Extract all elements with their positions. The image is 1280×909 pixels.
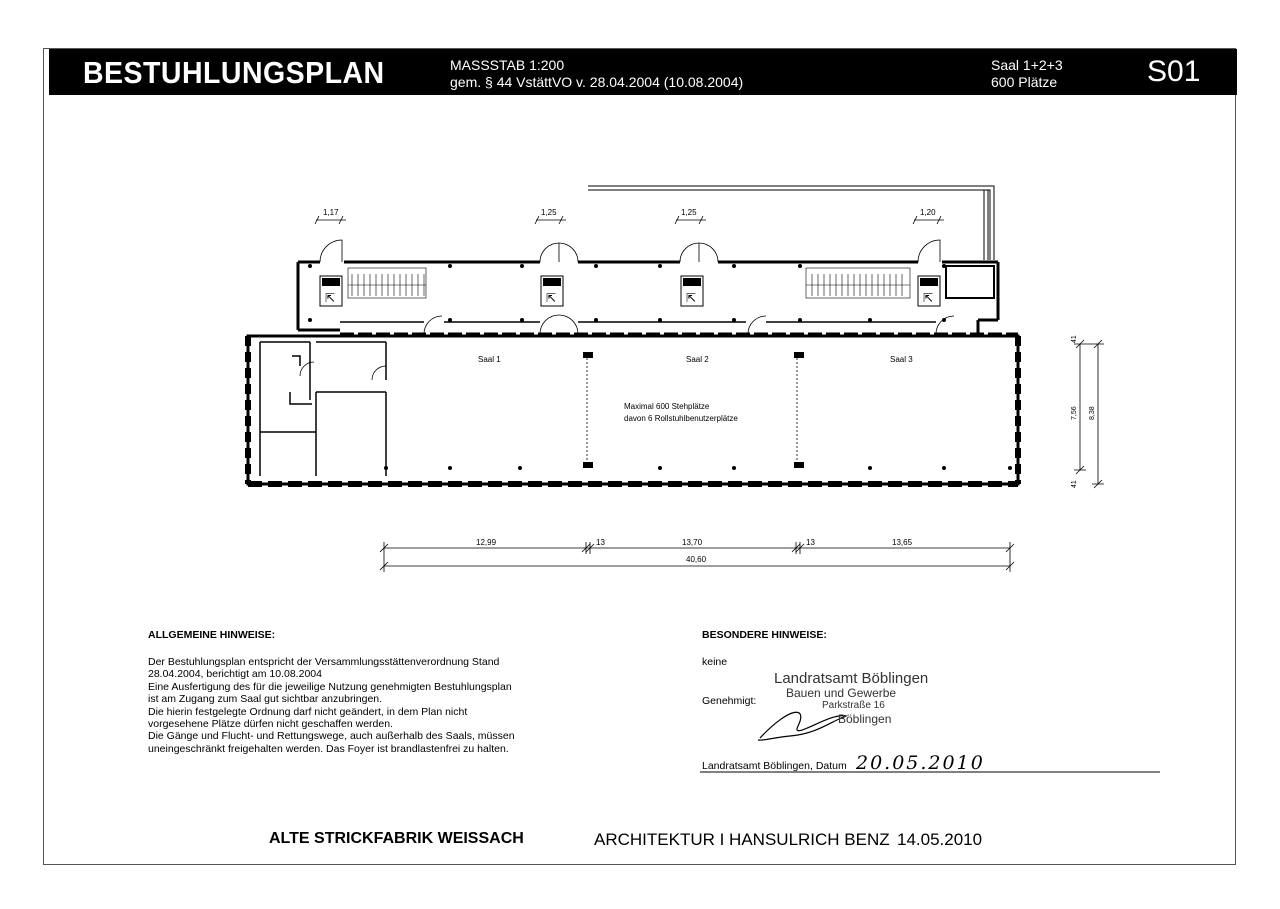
capacity-note-line1: Maximal 600 Stehplätze	[624, 402, 710, 411]
bottom-dim-total: 40,60	[686, 555, 707, 564]
special-notes-heading: BESONDERE HINWEISE:	[702, 629, 827, 641]
project-name: ALTE STRICKFABRIK WEISSACH	[269, 830, 524, 847]
hall-partition-wall	[340, 315, 1018, 334]
handwritten-date: 20.05.2010	[856, 752, 985, 774]
general-note-line: ist am Zugang zum Saal gut sichtbar anzubringen.	[148, 693, 383, 706]
columns	[308, 264, 1012, 470]
general-note-line: Die hierin festgelegte Ordnung darf nicht geändert, in dem Plan nicht	[148, 705, 468, 718]
special-notes-value: keine	[702, 656, 728, 668]
architect-name: ARCHITEKTUR I HANSULRICH BENZ	[594, 830, 890, 849]
exit-sign-icon	[541, 276, 563, 306]
stamp-street: Parkstraße 16	[822, 700, 885, 711]
staircase-right	[806, 268, 910, 298]
stamp-authority: Landratsamt Böblingen	[774, 670, 929, 687]
side-dim-total: 8,38	[1089, 406, 1096, 420]
side-dim-inner: 7,56	[1071, 406, 1078, 420]
top-dim-4: 1,20	[920, 208, 936, 217]
bottom-dim-partition-2: 13	[806, 538, 815, 547]
room-label-saal-2: Saal 2	[686, 355, 709, 364]
room-label-saal-1: Saal 1	[478, 355, 501, 364]
general-notes-heading: ALLGEMEINE HINWEISE:	[148, 629, 276, 641]
canopy-outline	[588, 186, 994, 260]
sheet-code: S01	[1147, 55, 1201, 88]
authority-date-label: Landratsamt Böblingen, Datum	[702, 760, 847, 772]
plan-date: 14.05.2010	[897, 830, 983, 849]
general-note-line: Eine Ausfertigung des für die jeweilige Nutzung genehmigten Bestuhlungsplan	[148, 680, 512, 693]
foyer-walls	[298, 240, 998, 334]
side-dim-top: 41	[1071, 335, 1078, 343]
exit-sign-icon	[918, 276, 940, 306]
bottom-dim-saal-3: 13,65	[892, 538, 913, 547]
general-note-line: Die Gänge und Flucht- und Rettungswege, auch außerhalb des Saals, müssen	[148, 730, 515, 743]
bottom-dim-partition-1: 13	[596, 538, 605, 547]
general-note-line: 28.04.2004, berichtigt am 10.08.2004	[148, 668, 322, 681]
stamp-department: Bauen und Gewerbe	[786, 686, 897, 700]
room-label-saal-3: Saal 3	[890, 355, 913, 364]
general-note-line: uneingeschränkt freigehalten werden. Das Foyer ist brandlastenfrei zu halten.	[148, 742, 509, 755]
capacity-note-line2: davon 6 Rollstuhlbenutzerplätze	[624, 414, 738, 423]
exit-sign-icon	[320, 276, 342, 306]
general-note-line: Der Bestuhlungsplan entspricht der Versammlungsstättenverordnung Stand	[148, 656, 500, 668]
general-note-line: vorgesehene Plätze dürfen nicht geschaffen werden.	[148, 718, 393, 731]
svg-text:⇱: ⇱	[546, 291, 557, 305]
top-dim-1: 1,17	[323, 208, 339, 217]
approved-label: Genehmigt:	[702, 695, 757, 707]
top-dim-2: 1,25	[541, 208, 557, 217]
halls-label: Saal 1+2+3	[991, 57, 1063, 73]
top-dimension-lines	[315, 216, 944, 224]
plan-title: BESTUHLUNGSPLAN	[83, 55, 385, 90]
svg-text:⇱: ⇱	[325, 291, 336, 305]
handwritten-signature	[758, 712, 846, 740]
staircase-left	[348, 268, 426, 298]
exit-sign-icon	[681, 276, 703, 306]
svg-text:⇱: ⇱	[923, 291, 934, 305]
svg-text:⇱: ⇱	[686, 291, 697, 305]
scale-label: MASSSTAB 1:200	[450, 57, 565, 73]
top-dim-3: 1,25	[681, 208, 697, 217]
stamp-city: Böblingen	[838, 712, 892, 726]
side-dim-bottom: 41	[1071, 480, 1078, 488]
regulation-label: gem. § 44 VstättVO v. 28.04.2004 (10.08.2004)	[450, 74, 744, 90]
bottom-dim-saal-1: 12,99	[476, 538, 497, 547]
ancillary-rooms	[260, 342, 386, 476]
general-notes-body	[148, 656, 515, 755]
bottom-dim-saal-2: 13,70	[682, 538, 703, 547]
capacity-label: 600 Plätze	[991, 74, 1058, 90]
